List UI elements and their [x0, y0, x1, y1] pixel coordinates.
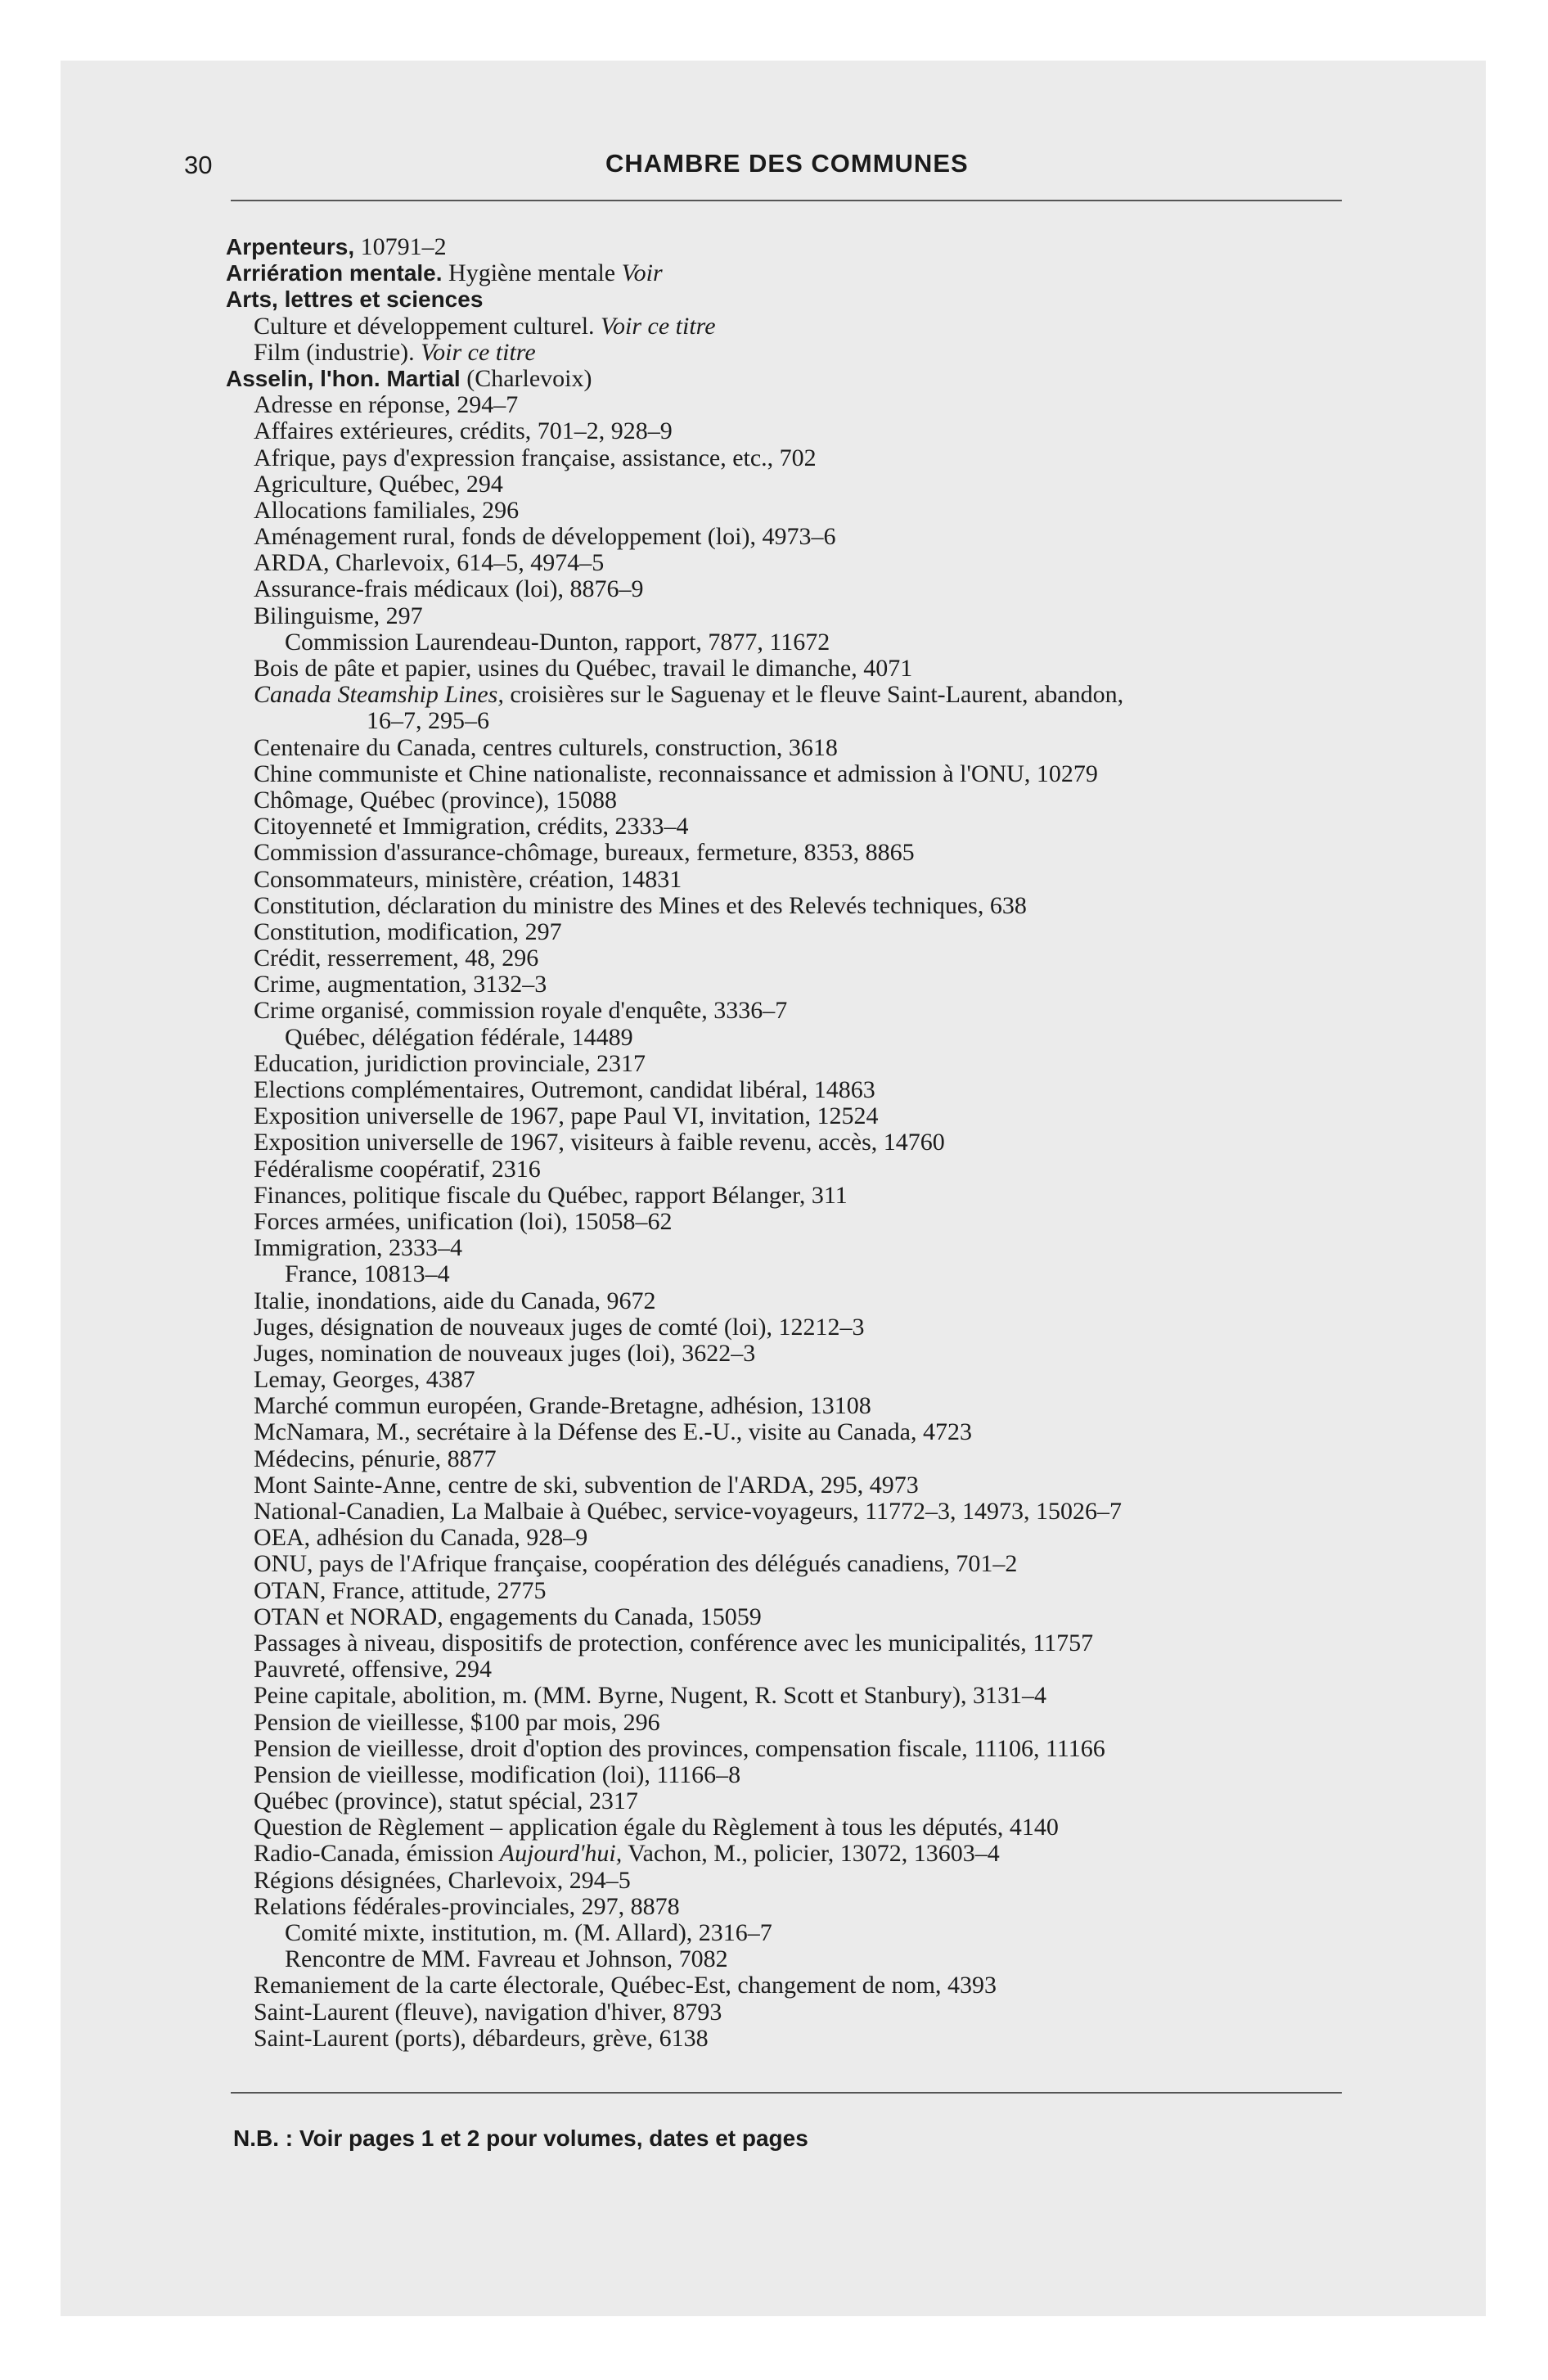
entry-text: ONU, pays de l'Afrique française, coopération des délégués canadiens, 701–2	[254, 1550, 1018, 1578]
entry-text: Centenaire du Canada, centres culturels, construction, 3618	[254, 733, 838, 761]
entry-text: OEA, adhésion du Canada, 928–9	[254, 1524, 588, 1552]
entry-italic: Voir ce titre	[414, 338, 536, 366]
index-entry	[226, 392, 1371, 418]
entry-text: Bilinguisme, 297	[254, 602, 423, 629]
index-entry	[226, 1129, 1371, 1156]
entry-text: Médecins, pénurie, 8877	[254, 1445, 497, 1472]
entry-text: Culture et développement culturel.	[254, 312, 595, 340]
index-entry	[226, 445, 1371, 471]
entry-text: Citoyenneté et Immigration, crédits, 2333–4	[254, 813, 689, 841]
index-entry	[226, 1578, 1371, 1604]
index-entry	[226, 1209, 1371, 1235]
entry-text: National-Canadien, La Malbaie à Québec, service-voyageurs, 11772–3, 14973, 15026–7	[254, 1498, 1123, 1526]
entry-text: France, 10813–4	[285, 1260, 450, 1288]
entry-text: Hygiène mentale	[442, 259, 616, 287]
index-entry	[226, 576, 1371, 602]
entry-text: Pension de vieillesse, droit d'option des provinces, compensation fiscale, 11106, 11166	[254, 1734, 1105, 1762]
entry-text: Commission d'assurance-chômage, bureaux, fermeture, 8353, 8865	[254, 839, 915, 867]
entry-text: Bois de pâte et papier, usines du Québec, travail le dimanche, 4071	[254, 655, 913, 682]
entry-heading: Asselin, l'hon. Martial	[226, 365, 461, 391]
index-entry	[226, 1419, 1371, 1445]
entry-text: Allocations familiales, 296	[254, 496, 520, 524]
entry-text: ARDA, Charlevoix, 614–5, 4974–5	[254, 549, 605, 577]
entry-text: Pension de vieillesse, modification (loi), 11166–8	[254, 1760, 741, 1788]
entry-text: Régions désignées, Charlevoix, 294–5	[254, 1866, 631, 1894]
index-entry	[226, 1367, 1371, 1393]
entry-text: Crime, augmentation, 3132–3	[254, 971, 547, 998]
entry-text: Film (industrie).	[254, 338, 415, 366]
entry-text: Fédéralisme coopératif, 2316	[254, 1155, 541, 1183]
index-entry	[226, 313, 1371, 340]
entry-text: Juges, désignation de nouveaux juges de comté (loi), 12212–3	[254, 1313, 865, 1341]
entry-text: Remaniement de la carte électorale, Québec-Est, changement de nom, 4393	[254, 1972, 997, 1999]
index-entry	[226, 1525, 1371, 1551]
entry-text: Lemay, Georges, 4387	[254, 1366, 475, 1394]
index-entry	[226, 1868, 1371, 1894]
index-entry	[226, 1788, 1371, 1814]
entry-text: Affaires extérieures, crédits, 701–2, 928–9	[254, 417, 673, 445]
entry-text: Constitution, modification, 297	[254, 917, 562, 945]
entry-text: OTAN et NORAD, engagements du Canada, 15059	[254, 1602, 762, 1630]
entry-text: Exposition universelle de 1967, pape Paul VI, invitation, 12524	[254, 1102, 879, 1130]
index-entry	[226, 1604, 1371, 1630]
index-entry	[226, 1077, 1371, 1103]
entry-text: Finances, politique fiscale du Québec, rapport Bélanger, 311	[254, 1181, 848, 1209]
index-entry	[226, 1235, 1371, 1261]
index-entry	[226, 787, 1371, 814]
index-entry	[226, 1551, 1371, 1577]
index-entry	[226, 1946, 1371, 1972]
entry-heading: Arts, lettres et sciences	[226, 286, 484, 313]
entry-text: Saint-Laurent (ports), débardeurs, grève, 6138	[254, 2024, 709, 2052]
entry-text: Saint-Laurent (fleuve), navigation d'hiver, 8793	[254, 1998, 722, 2026]
entry-text: Constitution, déclaration du ministre des Mines et des Relevés techniques, 638	[254, 891, 1027, 919]
entry-text: McNamara, M., secrétaire à la Défense des E.-U., visite au Canada, 4723	[254, 1418, 972, 1446]
index-entry	[226, 840, 1371, 866]
index-entry	[226, 1183, 1371, 1209]
page-number: 30	[184, 151, 213, 179]
index-entry	[226, 234, 1371, 260]
footer-rule	[231, 2092, 1342, 2094]
index-entry	[226, 735, 1371, 761]
index-entry	[226, 1103, 1371, 1129]
entry-text: Relations fédérales-provinciales, 297, 8878	[254, 1892, 680, 1920]
entry-text: Radio-Canada, émission	[254, 1840, 500, 1868]
entry-text: Crime organisé, commission royale d'enquête, 3336–7	[254, 997, 788, 1025]
entry-text: Italie, inondations, aide du Canada, 9672	[254, 1287, 656, 1314]
entry-text: Immigration, 2333–4	[254, 1234, 462, 1262]
entry-text: Chômage, Québec (province), 15088	[254, 786, 618, 814]
index-entry	[226, 1683, 1371, 1709]
entry-text: Québec, délégation fédérale, 14489	[285, 1023, 633, 1051]
entry-text: Adresse en réponse, 294–7	[254, 391, 519, 419]
entry-text: Marché commun européen, Grande-Bretagne, adhésion, 13108	[254, 1392, 871, 1420]
entry-text: Afrique, pays d'expression française, assistance, etc., 702	[254, 444, 817, 471]
index-entry	[226, 1341, 1371, 1367]
index-entry	[226, 1630, 1371, 1657]
entry-text: Mont Sainte-Anne, centre de ski, subvention de l'ARDA, 295, 4973	[254, 1471, 919, 1499]
index-entry	[226, 1314, 1371, 1341]
index-entry	[226, 998, 1371, 1024]
index-entry	[226, 814, 1371, 840]
index-entry	[226, 1393, 1371, 1419]
entry-text: Assurance-frais médicaux (loi), 8876–9	[254, 575, 644, 603]
index-entry	[226, 286, 1371, 313]
entry-text: Juges, nomination de nouveaux juges (loi), 3622–3	[254, 1339, 756, 1367]
index-entry	[226, 945, 1371, 971]
index-entry	[226, 1710, 1371, 1736]
entry-italic: Voir ce titre	[594, 312, 716, 340]
entry-text: Pauvreté, offensive, 294	[254, 1656, 493, 1684]
entry-heading: Arpenteurs,	[226, 234, 355, 259]
index-entry	[226, 1657, 1371, 1683]
entry-text: Pension de vieillesse, $100 par mois, 296	[254, 1708, 660, 1736]
entry-text: Consommateurs, ministère, création, 14831	[254, 865, 682, 893]
index-entry	[226, 867, 1371, 893]
entry-text: Québec (province), statut spécial, 2317	[254, 1787, 638, 1815]
index-entry	[226, 1261, 1371, 1287]
index-entry	[226, 1288, 1371, 1314]
index-entry	[226, 682, 1371, 734]
entry-text: Elections complémentaires, Outremont, candidat libéral, 14863	[254, 1076, 875, 1104]
index-entry	[226, 498, 1371, 524]
index-entry	[226, 2026, 1371, 2052]
index-entry	[226, 1841, 1371, 1867]
entry-text: Vachon, M., policier, 13072, 13603–4	[622, 1840, 1000, 1868]
entry-text: OTAN, France, attitude, 2775	[254, 1576, 547, 1604]
entry-text: 10791–2	[354, 233, 447, 260]
index-entry	[226, 1446, 1371, 1472]
index-entry	[226, 1999, 1371, 2026]
entry-text: Question de Règlement – application égale du Règlement à tous les députés, 4140	[254, 1814, 1059, 1841]
index-entry	[226, 1156, 1371, 1183]
index-entry	[226, 893, 1371, 919]
entry-text: Comité mixte, institution, m. (M. Allard), 2316–7	[285, 1919, 772, 1947]
entry-text: Crédit, resserrement, 48, 296	[254, 944, 539, 972]
index-entry	[226, 524, 1371, 550]
entry-text: Exposition universelle de 1967, visiteurs à faible revenu, accès, 14760	[254, 1129, 945, 1156]
index-entry	[226, 1894, 1371, 1920]
entry-text: Peine capitale, abolition, m. (MM. Byrne, Nugent, R. Scott et Stanbury), 3131–4	[254, 1682, 1047, 1710]
index-entry	[226, 971, 1371, 998]
index-entry	[226, 340, 1371, 366]
entry-text: Chine communiste et Chine nationaliste, reconnaissance et admission à l'ONU, 10279	[254, 760, 1098, 787]
index-entry	[226, 366, 1371, 392]
entry-text: Commission Laurendeau-Dunton, rapport, 7877, 11672	[285, 628, 830, 656]
index-entry	[226, 629, 1371, 656]
index-entry	[226, 550, 1371, 576]
index-entry	[226, 1499, 1371, 1525]
index-entry	[226, 1051, 1371, 1077]
entry-italic: Voir	[615, 259, 663, 287]
entry-text: Education, juridiction provinciale, 2317	[254, 1049, 646, 1077]
index-entry	[226, 418, 1371, 444]
index-entry	[226, 471, 1371, 498]
index-entry	[226, 260, 1371, 286]
entry-text: Passages à niveau, dispositifs de protection, conférence avec les municipalités, 11757	[254, 1629, 1094, 1657]
entry-text: Agriculture, Québec, 294	[254, 470, 503, 498]
index-entry	[226, 1814, 1371, 1841]
index-entry	[226, 1472, 1371, 1499]
index-entry	[226, 656, 1371, 682]
index-entry	[226, 1762, 1371, 1788]
footnote: N.B. : Voir pages 1 et 2 pour volumes, dates et pages	[233, 2125, 808, 2151]
index-entry	[226, 919, 1371, 945]
index-entries	[226, 234, 1371, 2052]
index-entry	[226, 1025, 1371, 1051]
header-rule	[231, 200, 1342, 201]
entry-text: Rencontre de MM. Favreau et Johnson, 7082	[285, 1945, 728, 1973]
entry-italic: Aujourd'hui,	[499, 1840, 623, 1868]
index-entry	[226, 603, 1371, 629]
entry-text: croisières sur le Saguenay et le fleuve Saint-Laurent, abandon,	[503, 681, 1124, 709]
index-entry	[226, 1920, 1371, 1946]
entry-text: Aménagement rural, fonds de développement (loi), 4973–6	[254, 523, 836, 551]
running-title: CHAMBRE DES COMMUNES	[605, 149, 969, 178]
entry-text: Forces armées, unification (loi), 15058–62	[254, 1207, 673, 1235]
entry-continuation: 16–7, 295–6	[367, 707, 489, 735]
entry-text: (Charlevoix)	[460, 364, 592, 392]
entry-heading: Arriération mentale.	[226, 260, 443, 286]
index-entry	[226, 1736, 1371, 1762]
entry-italic: Canada Steamship Lines,	[254, 681, 504, 709]
index-entry	[226, 1972, 1371, 1999]
index-entry	[226, 761, 1371, 787]
